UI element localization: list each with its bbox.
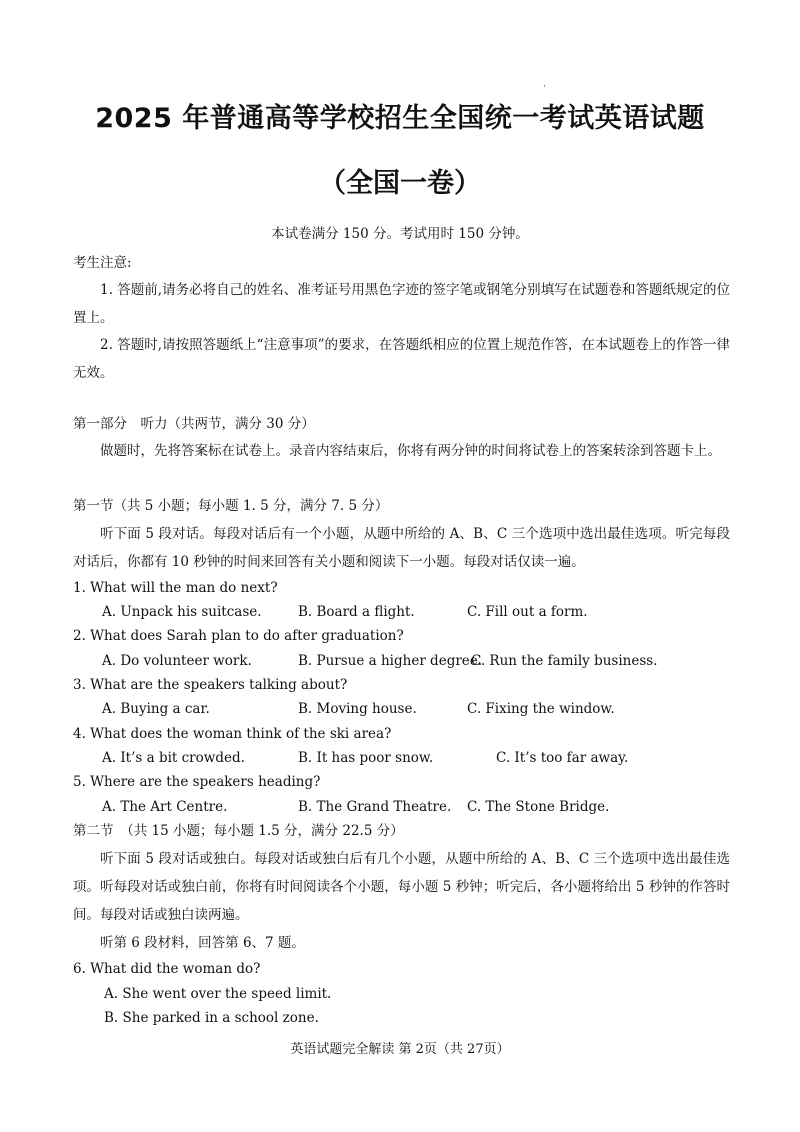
question-1: 1. What will the man do next? xyxy=(73,580,278,596)
material-6-instruction: 听第 6 段材料，回答第 6、7 题。 xyxy=(100,935,305,951)
q5-option-c: C. The Stone Bridge. xyxy=(467,799,610,815)
section1-instruction: 听下面 5 段对话。每段对话后有一个小题，从题中所给的 A、B、C 三个选项中选出最佳选项。听完每段对话后，你都有 10 秒钟的时间来回答有关小题和阅读下一小题。每段对话仅读一遍。 xyxy=(73,526,730,570)
section2-instruction: 听下面 5 段对话或独白。每段对话或独白后有几个小题，从题中所给的 A、B、C 三个选项中选出最佳选项。听每段对话或独白前，你将有时间阅读各个小题，每小题 5 秒钟；听完后，各小题将给出 5 秒钟的作答时间。每段对话或独白读两遍。 xyxy=(73,851,730,923)
score-time-line: 本试卷满分 150 分。考试用时 150 分钟。 xyxy=(271,226,529,242)
page-subtitle: （全国一卷） xyxy=(319,168,481,199)
q6-option-a: A. She went over the speed limit. xyxy=(104,986,332,1002)
page-title: 2025 年普通高等学校招生全国统一考试英语试题 xyxy=(95,103,705,134)
q3-option-a: A. Buying a car. xyxy=(102,701,210,717)
question-3: 3. What are the speakers talking about? xyxy=(73,677,348,693)
notice-item-1: 1. 答题前,请务必将自己的姓名、准考证号用黑色字迹的签字笔或钢笔分别填写在试题卷和答题纸规定的位置上。 xyxy=(73,282,730,326)
stray-mark: ‘ xyxy=(543,84,546,93)
q1-option-a: A. Unpack his suitcase. xyxy=(102,604,262,620)
q2-option-c: C. Run the family business. xyxy=(471,653,658,669)
question-6: 6. What did the woman do? xyxy=(73,961,261,977)
notice-item-2: 2. 答题时,请按照答题纸上“注意事项”的要求，在答题纸相应的位置上规范作答，在本试题卷上的作答一律无效。 xyxy=(73,337,730,381)
q4-option-c: C. It’s too far away. xyxy=(496,750,629,766)
q5-option-b: B. The Grand Theatre. xyxy=(298,799,452,815)
q2-option-a: A. Do volunteer work. xyxy=(102,653,252,669)
q1-option-b: B. Board a flight. xyxy=(298,604,415,620)
question-4: 4. What does the woman think of the ski area? xyxy=(73,726,392,742)
q6-option-b: B. She parked in a school zone. xyxy=(104,1010,319,1026)
q2-option-b: B. Pursue a higher degree. xyxy=(298,653,483,669)
page-footer: 英语试题完全解读 第 2页（共 27页） xyxy=(290,1042,510,1057)
section2-heading: 第二节 （共 15 小题；每小题 1.5 分，满分 22.5 分） xyxy=(73,823,404,839)
q3-option-c: C. Fixing the window. xyxy=(467,701,615,717)
section1-heading: 第一节（共 5 小题；每小题 1. 5 分，满分 7. 5 分） xyxy=(73,498,389,514)
question-2: 2. What does Sarah plan to do after graduation? xyxy=(73,628,404,644)
q1-option-c: C. Fill out a form. xyxy=(467,604,588,620)
q5-option-a: A. The Art Centre. xyxy=(102,799,228,815)
q3-option-b: B. Moving house. xyxy=(298,701,417,717)
part1-heading: 第一部分 听力（共两节，满分 30 分） xyxy=(73,416,315,432)
notice-label: 考生注意: xyxy=(73,255,132,271)
part1-instruction: 做题时，先将答案标在试卷上。录音内容结束后，你将有两分钟的时间将试卷上的答案转涂到答题卡上。 xyxy=(100,443,721,459)
question-5: 5. Where are the speakers heading? xyxy=(73,774,321,790)
q4-option-b: B. It has poor snow. xyxy=(298,750,434,766)
q4-option-a: A. It’s a bit crowded. xyxy=(102,750,245,766)
